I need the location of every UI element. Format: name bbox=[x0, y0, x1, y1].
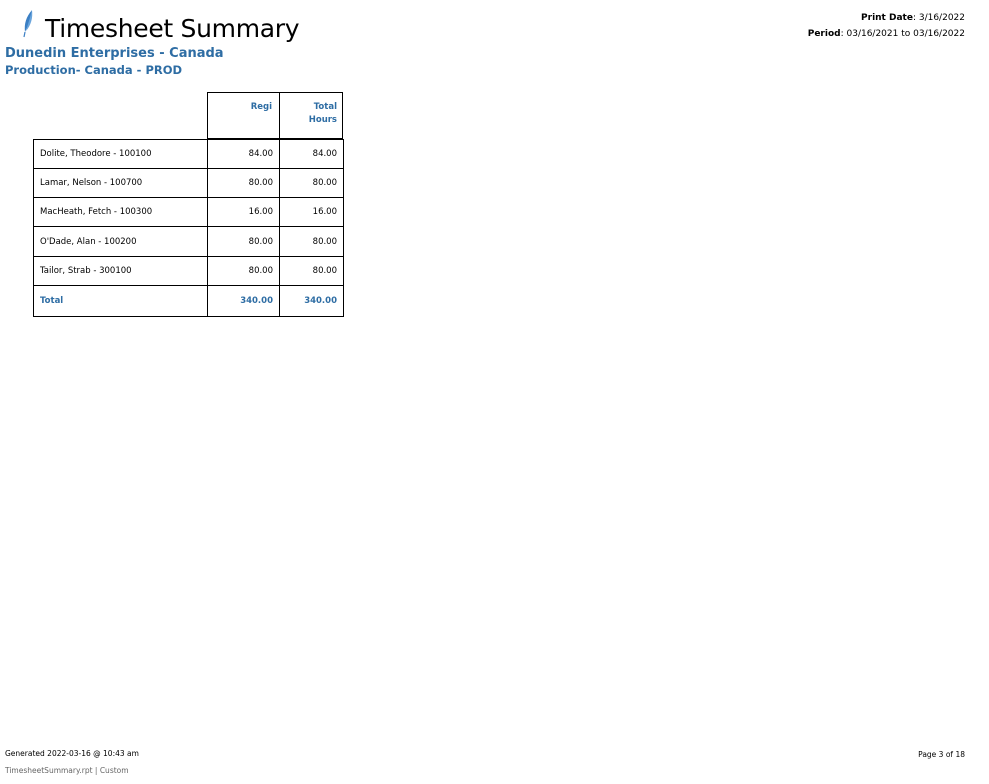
table-row bbox=[34, 169, 343, 198]
column-header-regi: Regi bbox=[250, 102, 272, 112]
regi-hours: 16.00 bbox=[248, 207, 273, 217]
column-header-total-hours bbox=[280, 101, 337, 127]
column-header-total-line1: Total bbox=[313, 102, 337, 112]
table-row bbox=[34, 198, 343, 227]
period-label: Period bbox=[807, 29, 841, 39]
table-row bbox=[34, 140, 343, 169]
grand-total-hours: 340.00 bbox=[304, 296, 337, 306]
generated-timestamp: Generated 2022-03-16 @ 10:43 am bbox=[5, 749, 139, 758]
employee-name: Tailor, Strab - 300100 bbox=[40, 266, 132, 276]
period bbox=[808, 29, 965, 39]
total-label: Total bbox=[40, 296, 64, 306]
table-body bbox=[33, 139, 344, 317]
total-hours: 80.00 bbox=[312, 178, 337, 188]
print-date-value: : 3/16/2022 bbox=[912, 13, 965, 23]
total-hours: 80.00 bbox=[312, 237, 337, 247]
table-row bbox=[34, 257, 343, 286]
total-hours: 16.00 bbox=[312, 207, 337, 217]
regi-hours: 80.00 bbox=[248, 266, 273, 276]
regi-hours: 80.00 bbox=[248, 178, 273, 188]
employee-name: MacHeath, Fetch - 100300 bbox=[40, 207, 153, 217]
print-date-label: Print Date bbox=[861, 13, 913, 23]
page-title: Timesheet Summary bbox=[45, 14, 300, 43]
table-total-row bbox=[34, 287, 343, 316]
total-hours: 80.00 bbox=[312, 266, 337, 276]
regi-hours: 84.00 bbox=[248, 149, 273, 159]
period-value: : 03/16/2021 to 03/16/2022 bbox=[840, 29, 965, 39]
total-hours: 84.00 bbox=[312, 149, 337, 159]
employee-name: Lamar, Nelson - 100700 bbox=[40, 178, 143, 188]
regi-hours: 80.00 bbox=[248, 237, 273, 247]
column-header-total-line2: Hours bbox=[308, 115, 337, 125]
timesheet-table bbox=[33, 92, 344, 317]
page-number: Page 3 of 18 bbox=[918, 750, 965, 759]
feather-logo-icon bbox=[22, 10, 36, 38]
company-name: Dunedin Enterprises - Canada bbox=[5, 46, 224, 61]
table-row bbox=[34, 228, 343, 257]
print-date bbox=[861, 13, 965, 23]
report-file: TimesheetSummary.rpt | Custom bbox=[5, 766, 129, 775]
total-regi-hours: 340.00 bbox=[240, 296, 273, 306]
employee-name: Dolite, Theodore - 100100 bbox=[40, 149, 152, 159]
employee-name: O'Dade, Alan - 100200 bbox=[40, 237, 137, 247]
department-name: Production- Canada - PROD bbox=[5, 63, 183, 77]
table-header bbox=[207, 92, 343, 139]
